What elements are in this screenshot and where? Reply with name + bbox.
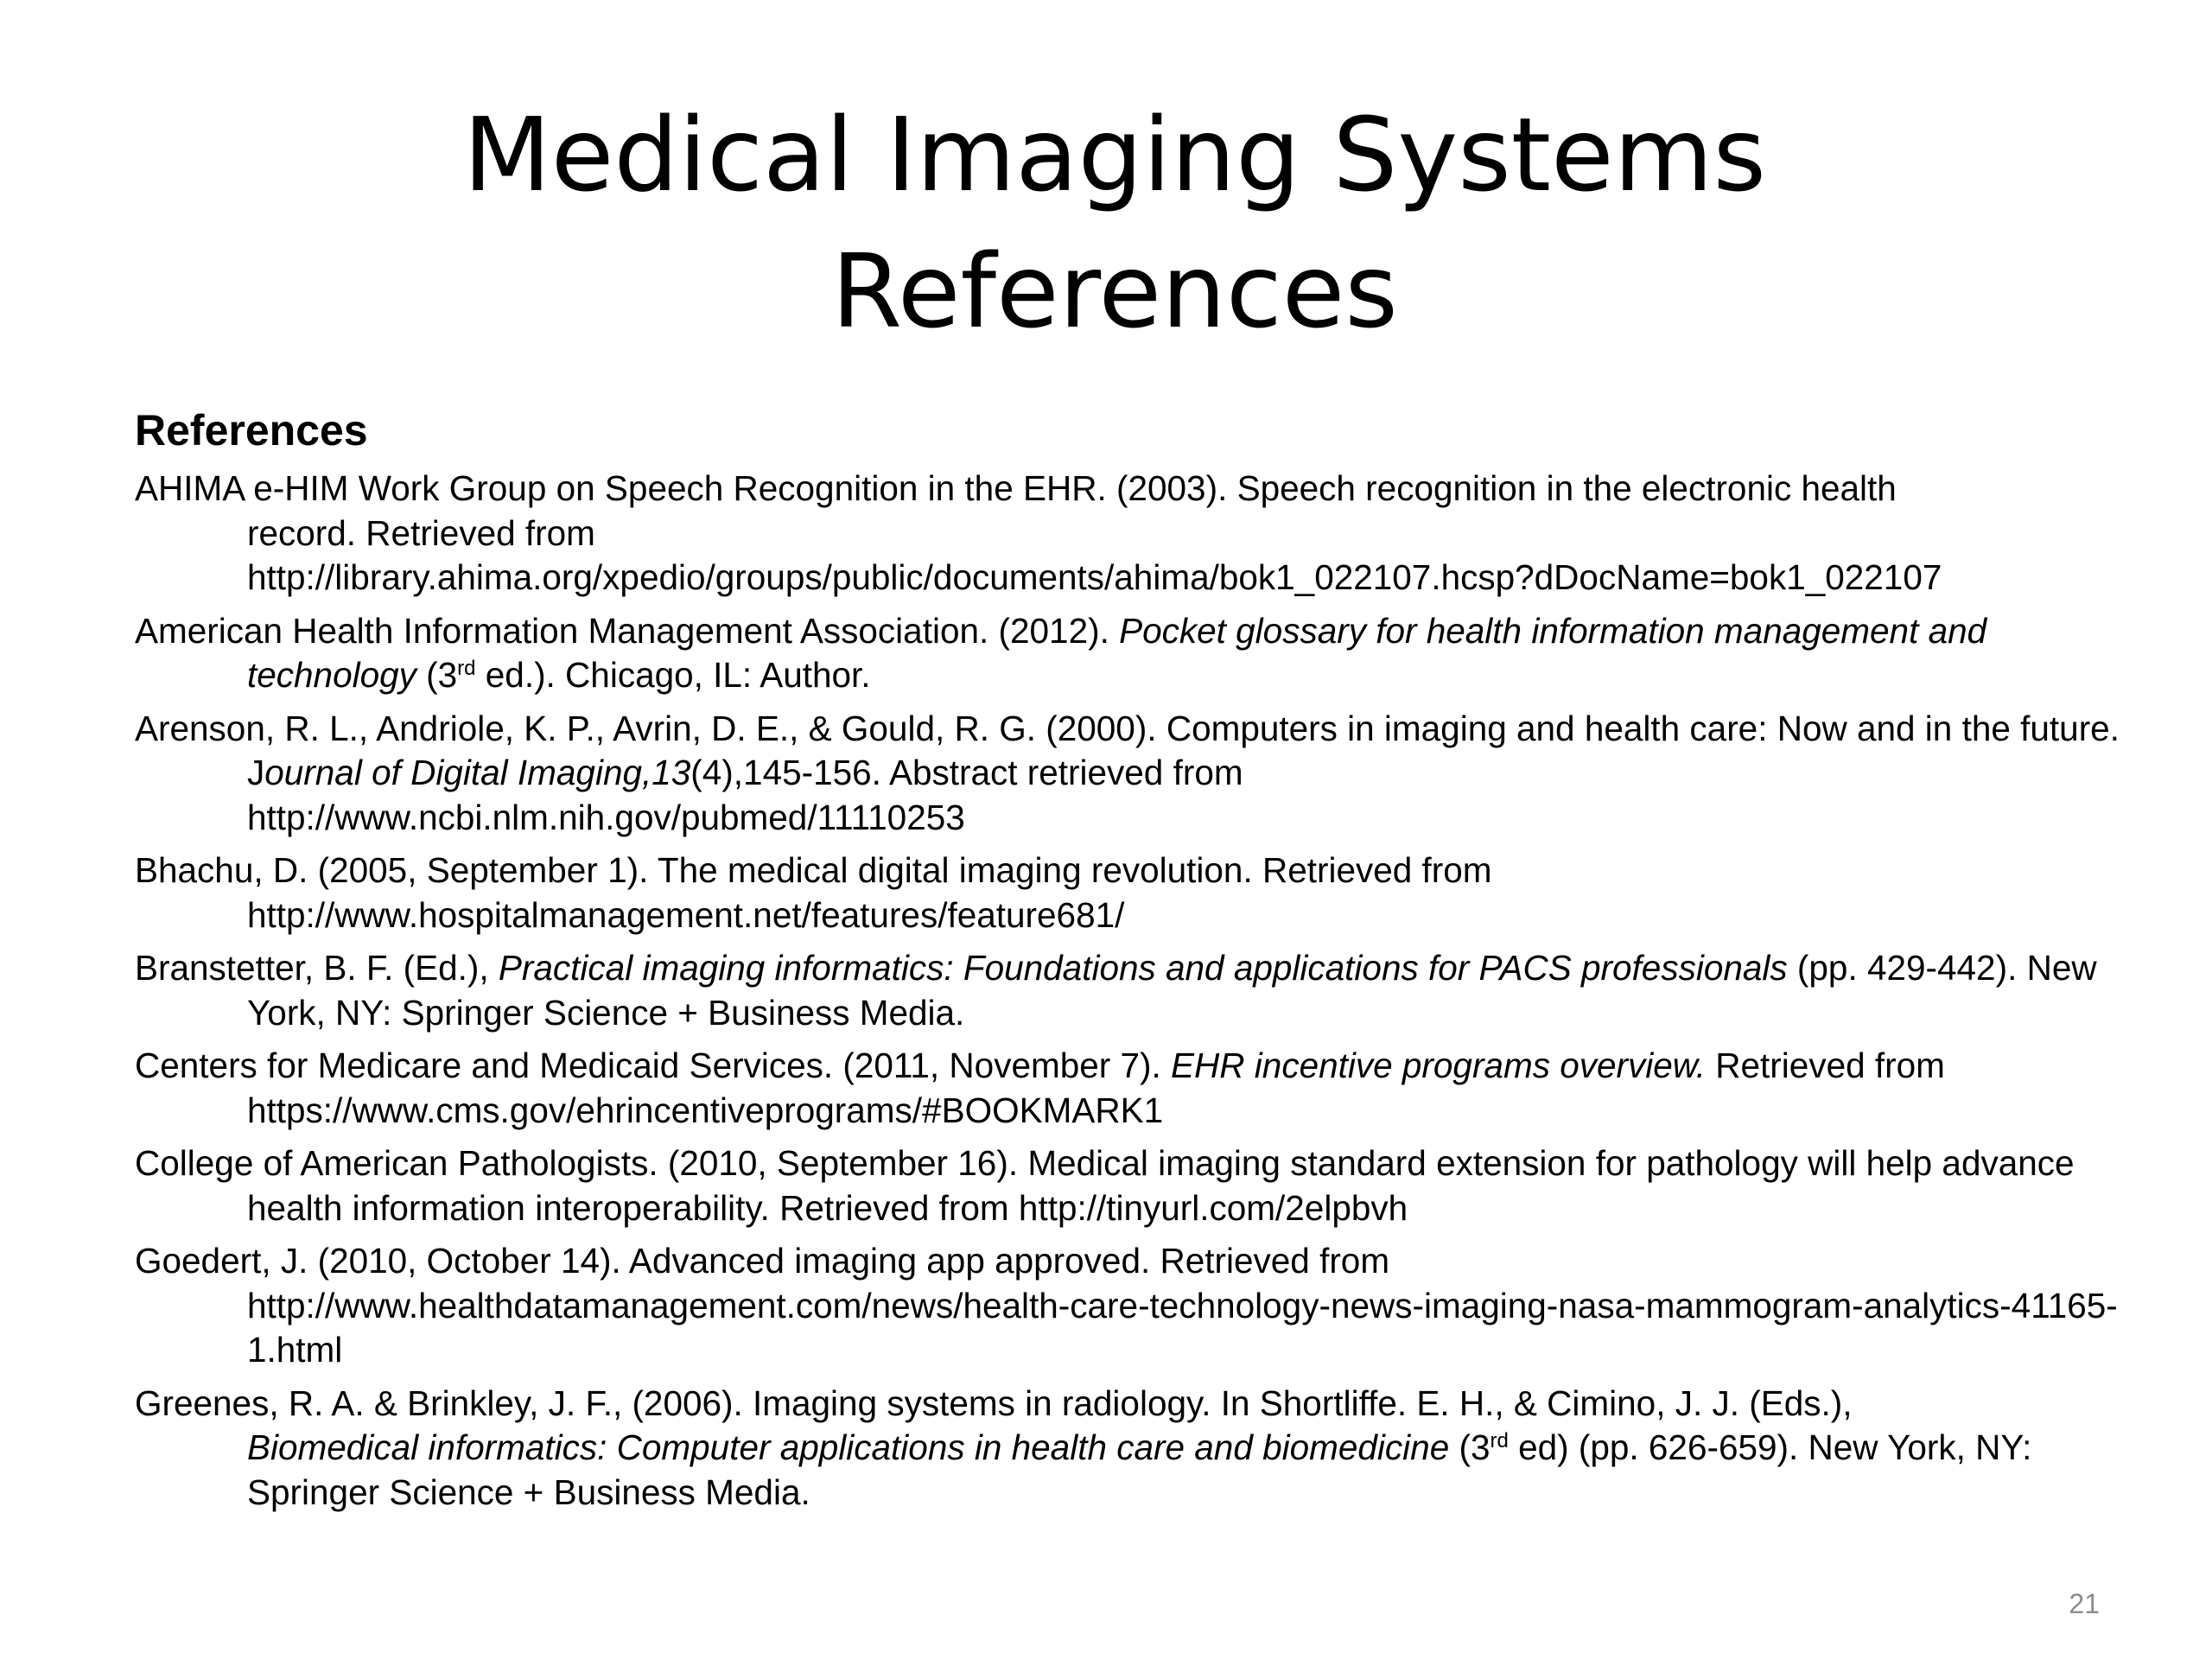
reference-text: (3 [1449, 1427, 1491, 1467]
reference-text: AHIMA e-HIM Work Group on Speech Recognition in the EHR. (2003). Speech recognition in the electronic health [135, 468, 1897, 508]
reference-text: ed.). Chicago, IL: Author. [475, 655, 871, 695]
reference-text: Arenson, R. L., Andriole, K. P., Avrin, D. E., & Gould, R. G. (2000). Computers in imaging and health care: Now and in the future. J [135, 708, 2120, 792]
reference-url: http://www.healthdatamanagement.com/news/health-care-technology-news-imaging-nasa-mammogram-analytics-41165-1.html [247, 1285, 2118, 1370]
reference-cms [135, 1044, 2122, 1133]
reference-superscript: rd [1490, 1429, 1509, 1452]
reference-superscript: rd [457, 657, 476, 680]
reference-ahima-speech-recognition [135, 467, 2122, 601]
slide-title-line2: References [831, 232, 1398, 351]
page-number: 21 [2069, 1588, 2100, 1619]
reference-url: http://www.hospitalmanagement.net/features/feature681/ [247, 894, 1125, 935]
reference-cap [135, 1141, 2122, 1230]
reference-text: Retrieved from [1706, 1046, 1945, 1085]
reference-text: Centers for Medicare and Medicaid Services. (2011, November 7). [135, 1046, 1172, 1085]
reference-text: Branstetter, B. F. (Ed.), [135, 948, 499, 988]
reference-text: ed) (pp. 626-659). New York, NY: Springer Science + Business Media. [247, 1427, 2032, 1512]
references-content [135, 404, 2122, 1523]
reference-text: (4),145-156. Abstract retrieved from [690, 753, 1243, 792]
reference-branstetter [135, 946, 2122, 1035]
reference-text: American Health Information Management Association. (2012). [135, 610, 1120, 651]
reference-text: (pp. 429-442). New York, NY: Springer Science + Business Media. [247, 948, 2097, 1033]
slide-title [0, 86, 2212, 359]
reference-ahima-pocket-glossary [135, 609, 2122, 698]
reference-text: Goedert, J. (2010, October 14). Advanced imaging app approved. Retrieved from [135, 1241, 1390, 1281]
reference-list [135, 467, 2122, 1515]
reference-url: http://www.ncbi.nlm.nih.gov/pubmed/11110253 [247, 797, 965, 837]
slide-title-line1: Medical Imaging Systems [462, 95, 1766, 214]
reference-url: https://www.cms.gov/ehrincentiveprograms/#BOOKMARK1 [247, 1090, 1164, 1130]
reference-text: Greenes, R. A. & Brinkley, J. F., (2006). Imaging systems in radiology. In Shortliffe. E. H., & Cimino, J. J. (Eds.), [135, 1382, 1853, 1423]
reference-title: Pocket glossary for health information management and technology [247, 610, 1987, 695]
reference-title: Practical imaging informatics: Foundations and applications for PACS professionals [498, 948, 1788, 988]
reference-url: http://library.ahima.org/xpedio/groups/public/documents/ahima/bok1_022107.hcsp?dDocName=bok1_022107 [247, 557, 1942, 597]
reference-text: Bhachu, D. (2005, September 1). The medical digital imaging revolution. Retrieved from [135, 850, 1492, 890]
reference-text: College of American Pathologists. (2010, September 16). Medical imaging standard extension for pathology will help advance health information interoperability. Retrieved from http://tinyurl.com/2elpbvh [135, 1143, 2075, 1228]
reference-text: (3 [416, 655, 458, 695]
reference-greenes [135, 1382, 2122, 1516]
reference-title: Biomedical informatics: Computer applications in health care and biomedicine [247, 1427, 1450, 1467]
reference-goedert [135, 1239, 2122, 1373]
reference-arenson [135, 707, 2122, 841]
references-heading: References [135, 406, 368, 454]
reference-title: ournal of Digital Imaging,13 [264, 753, 691, 792]
reference-text: record. Retrieved from [247, 512, 595, 553]
reference-bhachu [135, 849, 2122, 938]
reference-title: EHR incentive programs overview. [1171, 1046, 1707, 1085]
